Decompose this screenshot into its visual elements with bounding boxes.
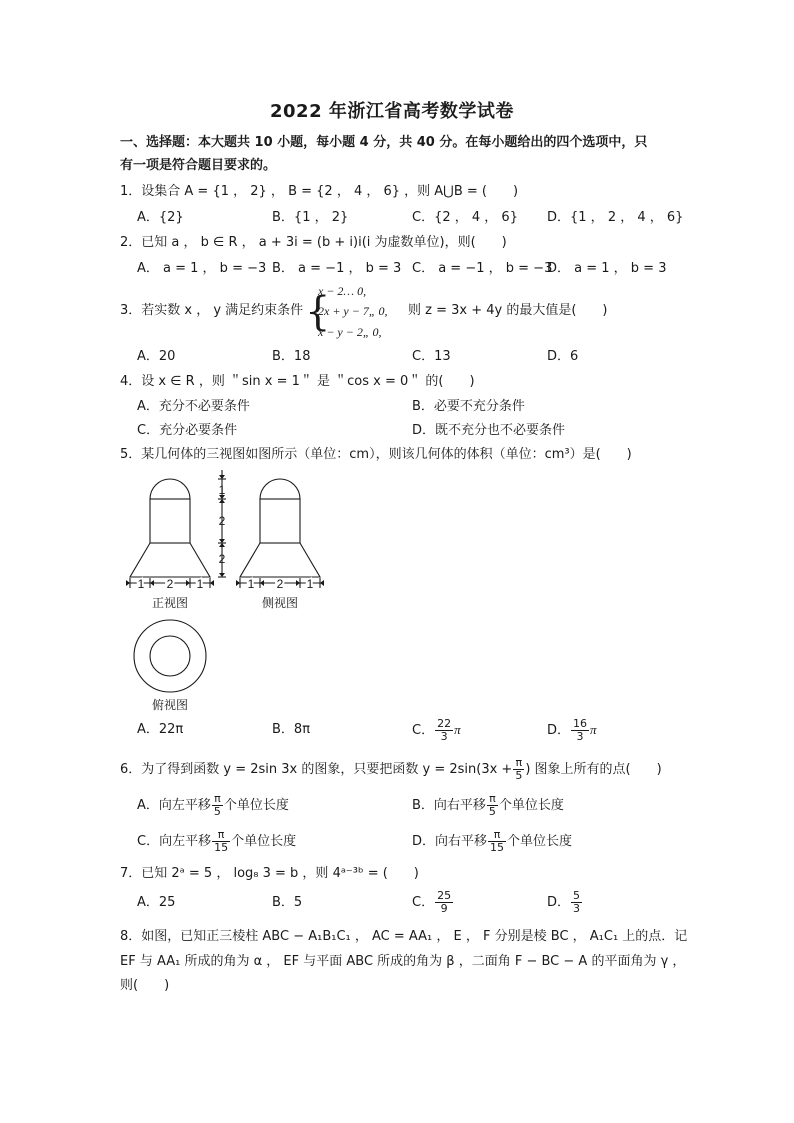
dim-height-2b: 2 (218, 552, 226, 566)
question-6-option-c (137, 824, 296, 860)
question-8-line1: 8．如图，已知正三棱柱 ABC − A₁B₁C₁ ， AC = AA₁ ， E ， F 分别是棱 BC ， A₁C₁ 上的点．记 (120, 929, 688, 944)
option-fraction (487, 793, 498, 818)
option-label: D．向右平移 (412, 834, 488, 849)
top-view-inner-ring (150, 636, 190, 676)
question-6-option-a (137, 788, 289, 824)
question-5-option-d (547, 712, 597, 749)
option-fraction (212, 829, 230, 854)
question-8-line2: EF 与 AA₁ 所成的角为 α ， EF 与平面 ABC 所成的角为 β ，二面角 F − BC − A 的平面角为 γ ， (120, 954, 686, 969)
fraction-denominator: 15 (490, 841, 505, 854)
top-view-label: 俯视图 (151, 698, 189, 712)
fraction-denominator: 5 (213, 805, 221, 818)
dim-height-2a: 2 (218, 514, 226, 528)
fraction-numerator: 16 (573, 717, 588, 730)
question-2-option-d: D． a = 1 ， b = 3 (547, 261, 667, 276)
option-d-label: D． (547, 723, 571, 738)
constraint-1: x − 2… 0, (318, 284, 367, 298)
dim-side-mid-2: 2 (276, 577, 284, 591)
option-suffix: 个单位长度 (231, 834, 297, 849)
question-3-stem-pre: 3．若实数 x ， y 满足约束条件 (120, 303, 304, 318)
question-5-option-c (412, 712, 461, 749)
front-view-label: 正视图 (151, 596, 189, 610)
question-3-option-a: A．20 (137, 349, 176, 364)
fraction-numerator: π (487, 793, 498, 806)
constraint-2: 2x + y − 7„ 0, (318, 304, 388, 318)
fraction-numerator: 25 (437, 889, 452, 902)
option-suffix: 个单位长度 (498, 798, 564, 813)
option-c-fraction (435, 718, 453, 743)
dim-front-mid-2: 2 (166, 577, 174, 591)
fraction-numerator: 5 (573, 889, 581, 902)
question-1-option-b: B．{1 ， 2} (272, 210, 349, 225)
stem-pre: 6．为了得到函数 y = 2sin 3x 的图象，只要把函数 y = 2sin(3x + (120, 762, 513, 777)
fraction-denominator: 5 (488, 805, 496, 818)
question-2-option-a: A． a = 1 ， b = −3 (137, 261, 267, 276)
question-7-option-a: A．25 (137, 895, 176, 910)
side-view-dome (260, 479, 300, 499)
constraint-3: x − y − 2„ 0, (318, 325, 382, 339)
option-label: B．向右平移 (412, 798, 486, 813)
option-fraction (435, 890, 453, 915)
three-view-figure (118, 466, 438, 716)
option-d-fraction (571, 718, 589, 743)
question-4-option-d: D．既不充分也不必要条件 (412, 423, 566, 438)
dim-front-right-1: 1 (196, 577, 204, 591)
dim-side-right-1: 1 (306, 577, 314, 591)
question-3-option-b: B．18 (272, 349, 311, 364)
question-2-option-b: B． a = −1 ， b = 3 (272, 261, 402, 276)
question-8-line3: 则( ) (120, 978, 170, 993)
fraction-denominator: 3 (573, 902, 581, 915)
question-2-stem: 2．已知 a ， b ∈ R ， a + 3i = (b + i)i(i 为虚数单位)，则( ) (120, 235, 507, 250)
fraction-denominator: 9 (440, 902, 448, 915)
question-4-option-b: B．必要不充分条件 (412, 399, 525, 414)
option-label: C．向左平移 (137, 834, 212, 849)
fraction-numerator: π (212, 829, 230, 842)
side-view-frustum (240, 543, 320, 577)
pi-symbol: π (590, 722, 597, 737)
question-4-option-a: A．充分不必要条件 (137, 399, 250, 414)
stem-fraction (513, 757, 524, 782)
fraction-numerator: π (488, 829, 506, 842)
section-heading-line2: 有一项是符合题目要求的。 (120, 158, 277, 173)
constraint-brace: { (305, 289, 331, 335)
fraction-denominator: 3 (576, 730, 584, 743)
question-7-option-c (412, 885, 454, 921)
fraction-denominator: 3 (440, 730, 448, 743)
question-7-option-d (547, 885, 583, 921)
question-4-stem: 4．设 x ∈ R ，则 ＂sin x = 1＂ 是 ＂cos x = 0＂ 的( ) (120, 374, 475, 389)
question-6-option-d (412, 824, 572, 860)
option-fraction (212, 793, 223, 818)
option-label: C． (412, 895, 435, 910)
dim-side-left-1: 1 (247, 577, 255, 591)
option-suffix: 个单位长度 (223, 798, 289, 813)
question-1-option-a: A．{2} (137, 210, 184, 225)
question-7-stem: 7．已知 2ᵃ = 5 ， log₈ 3 = b ，则 4ᵃ⁻³ᵇ = ( ) (120, 866, 419, 881)
side-view-cylinder (260, 499, 300, 543)
question-5-option-a: A．22π (137, 722, 184, 737)
question-3-option-c: C．13 (412, 349, 451, 364)
fraction-numerator: 22 (437, 717, 452, 730)
question-7-option-b: B．5 (272, 895, 303, 910)
page-title: 2022 年浙江省高考数学试卷 (270, 101, 514, 122)
dim-height-1: 1 (218, 483, 226, 497)
pi-symbol: π (454, 722, 461, 737)
side-view-label: 侧视图 (261, 596, 299, 610)
option-suffix: 个单位长度 (507, 834, 573, 849)
option-c-label: C． (412, 723, 435, 738)
front-view-cylinder (150, 499, 190, 543)
question-3-stem-post: 则 z = 3x + 4y 的最大值是( ) (408, 303, 608, 318)
fraction-denominator: 5 (515, 769, 523, 782)
option-fraction (488, 829, 506, 854)
question-5-stem: 5．某几何体的三视图如图所示（单位：cm），则该几何体的体积（单位：cm³）是( ) (120, 447, 632, 462)
option-fraction (571, 890, 582, 915)
front-view-frustum (130, 543, 210, 577)
stem-post: ) 图象上所有的点( ) (525, 762, 662, 777)
question-6-stem (120, 752, 662, 788)
question-6-option-b (412, 788, 564, 824)
question-4-option-c: C．充分必要条件 (137, 423, 238, 438)
question-1-stem: 1．设集合 A = {1 ， 2} ， B = {2 ， 4 ， 6} ，则 A⋃B = ( ) (120, 184, 519, 199)
front-view-dome (150, 479, 190, 499)
option-label: D． (547, 895, 571, 910)
question-1-option-d: D．{1 ， 2 ， 4 ， 6} (547, 210, 684, 225)
question-5-option-b: B．8π (272, 722, 311, 737)
fraction-numerator: π (513, 757, 524, 770)
question-2-option-c: C． a = −1 ， b = −3 (412, 261, 553, 276)
question-3-option-d: D．6 (547, 349, 579, 364)
fraction-denominator: 15 (214, 841, 229, 854)
section-heading-line1: 一、选择题：本大题共 10 小题，每小题 4 分，共 40 分。在每小题给出的四个选项中，只 (120, 135, 648, 150)
top-view-outer-ring (134, 620, 206, 692)
dim-front-left-1: 1 (137, 577, 145, 591)
fraction-numerator: π (212, 793, 223, 806)
option-label: A．向左平移 (137, 798, 211, 813)
question-1-option-c: C．{2 ， 4 ， 6} (412, 210, 518, 225)
